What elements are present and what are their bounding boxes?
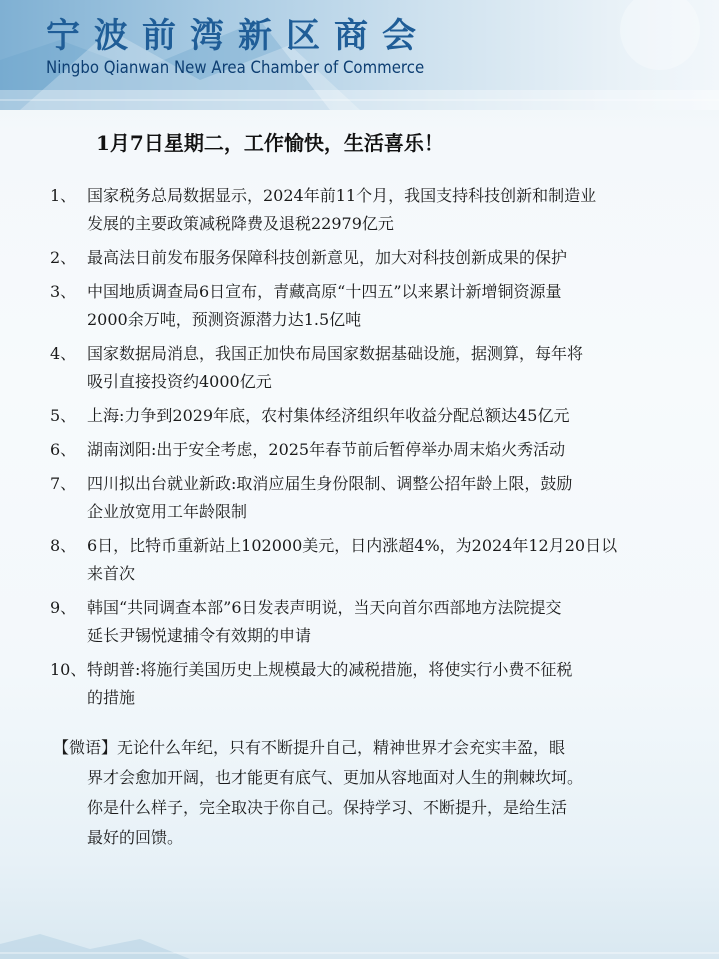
news-item-number: 5、 [50, 406, 77, 425]
news-item-line: 国家税务总局数据显示，2024年前11个月，我国支持科技创新和制造业 [87, 186, 597, 205]
news-item-number: 6、 [50, 440, 77, 459]
footer-decoration [0, 919, 719, 959]
news-item-number: 4、 [50, 344, 77, 363]
news-item-8 [50, 532, 690, 588]
motto-line: 界才会愈加开阔，也才能更有底气、更加从容地面对人生的荆棘坎坷。 [87, 768, 584, 787]
motto-paragraph [53, 733, 683, 853]
news-list [50, 182, 690, 718]
news-item-number: 8、 [50, 536, 77, 555]
news-item-line: 中国地质调查局6日宣布，青藏高原“十四五”以来累计新增铜资源量 [87, 282, 562, 301]
news-item-number: 1、 [50, 186, 77, 205]
news-item-number: 3、 [50, 282, 77, 301]
news-item-1 [50, 182, 690, 238]
chamber-title-cn: 宁波前湾新区商会 [46, 16, 430, 56]
news-item-3 [50, 278, 690, 334]
news-item-line: 湖南浏阳:出于安全考虑，2025年春节前后暂停举办周末焰火秀活动 [87, 440, 566, 459]
news-item-line: 发展的主要政策减税降费及退税22979亿元 [87, 214, 394, 233]
news-item-line: 上海:力争到2029年底，农村集体经济组织年收益分配总额达45亿元 [87, 406, 570, 425]
news-item-7 [50, 470, 690, 526]
chamber-title-en: Ningbo Qianwan New Area Chamber of Commerce [46, 58, 425, 78]
news-item-number: 10、 [50, 660, 87, 679]
news-item-5 [50, 402, 690, 430]
news-item-10 [50, 656, 690, 712]
news-item-number: 2、 [50, 248, 77, 267]
motto-line: 你是什么样子，完全取决于你自己。保持学习、不断提升，是给生活 [87, 798, 568, 817]
header-banner [0, 0, 719, 110]
news-item-line: 企业放宽用工年龄限制 [87, 502, 248, 521]
news-item-line: 延长尹锡悦逮捕令有效期的申请 [87, 626, 312, 645]
news-item-line: 2000余万吨，预测资源潜力达1.5亿吨 [87, 310, 362, 329]
news-item-2 [50, 244, 690, 272]
news-item-4 [50, 340, 690, 396]
news-item-line: 的措施 [87, 688, 136, 707]
news-item-line: 国家数据局消息，我国正加快布局国家数据基础设施，据测算，每年将 [87, 344, 584, 363]
news-item-line: 韩国“共同调查本部”6日发表声明说，当天向首尔西部地方法院提交 [87, 598, 562, 617]
news-item-line: 6日，比特币重新站上102000美元，日内涨超4%，为2024年12月20日以 [87, 536, 618, 555]
news-item-line: 来首次 [87, 564, 136, 583]
news-item-line: 特朗普:将施行美国历史上规模最大的减税措施，将使实行小费不征税 [87, 660, 573, 679]
news-item-line: 最高法日前发布服务保障科技创新意见，加大对科技创新成果的保护 [87, 248, 568, 267]
news-item-6 [50, 436, 690, 464]
motto-line: 最好的回馈。 [87, 828, 184, 847]
news-item-9 [50, 594, 690, 650]
news-item-line: 四川拟出台就业新政:取消应届生身份限制、调整公招年龄上限，鼓励 [87, 474, 573, 493]
motto-line: 【微语】无论什么年纪，只有不断提升自己，精神世界才会充实丰盈，眼 [53, 738, 566, 757]
page-headline: 1月7日星期二，工作愉快，生活喜乐！ [96, 131, 444, 155]
news-item-line: 吸引直接投资约4000亿元 [87, 372, 272, 391]
news-item-number: 7、 [50, 474, 77, 493]
news-item-number: 9、 [50, 598, 77, 617]
